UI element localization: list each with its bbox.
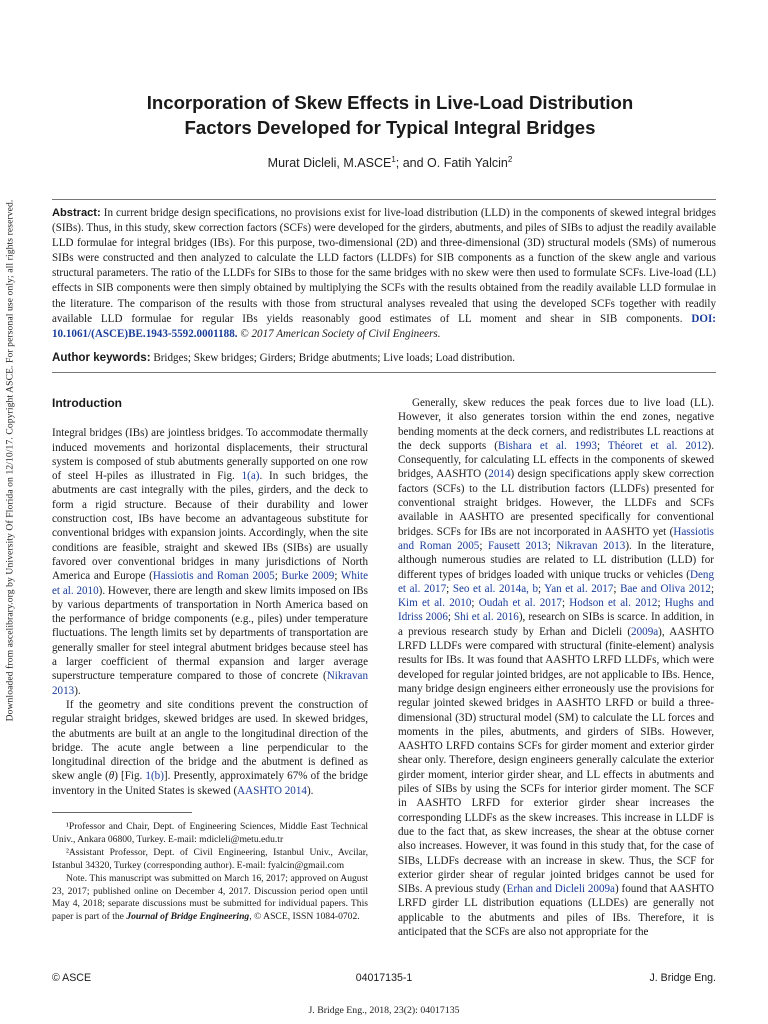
section-heading-introduction: Introduction	[52, 396, 122, 410]
intro-paragraph-2: If the geometry and site conditions prevent the construction of regular straight bridges, skewed bridges are used. In skewed bridges, the abutments are built at an angle to the longitudinal direction of the bridge. The acute angle between a line perpendicular to the longitudinal direction of the bridge and the abutment is defined as skew angle (θ) [Fig. 1(b)]. Presently, approximately 67% of the bridge inventory in the United States is skewed (AASHTO 2014).	[52, 698, 368, 797]
download-notice-text: Downloaded from ascelibrary.org by University Of Florida on 12/10/17. Copyright ASCE. For personal use only; all rights reserved.	[4, 199, 16, 721]
author-list	[40, 155, 740, 170]
title-line-2: Factors Developed for Typical Integral Bridges	[184, 117, 596, 138]
reference-link[interactable]: Kim et al. 2010	[398, 597, 472, 610]
footer-article-number: 04017135-1	[355, 972, 413, 984]
author-1: Murat Dicleli, M.ASCE	[267, 156, 392, 171]
reference-link[interactable]: Shi et al. 2016	[453, 611, 519, 624]
right-column	[398, 396, 714, 939]
footnote-1: ¹Professor and Chair, Dept. of Engineering Sciences, Middle East Technical Univ., Ankara 06800, Turkey. E-mail: mdicleli@metu.edu.tr	[52, 821, 368, 845]
reference-link[interactable]: Deng et al. 2017	[398, 568, 714, 595]
abstract	[52, 206, 716, 342]
reference-link[interactable]: Théoret et al. 2012	[607, 439, 708, 452]
reference-link[interactable]: Hughs and Idriss 2006	[398, 597, 714, 624]
footer-journal: J. Bridge Eng.	[649, 972, 716, 984]
abstract-copyright: © 2017 American Society of Civil Engineers.	[237, 327, 441, 340]
reference-link[interactable]: Oudah et al. 2017	[478, 597, 562, 610]
title-line-1: Incorporation of Skew Effects in Live-Load Distribution	[146, 92, 634, 113]
author-1-affiliation: 1	[391, 155, 396, 164]
keywords-label: Author keywords:	[52, 351, 151, 364]
doi-link[interactable]: DOI: 10.1061/(ASCE)BE.1943-5592.0001188.	[52, 312, 716, 340]
intro-paragraph-1: Integral bridges (IBs) are jointless bridges. To accommodate thermally induced movements and horizontal displacements, their structural system is composed of stub abutments generally supported on one row of steel H-piles as illustrated in Fig. 1(a). In such bridges, the abutments are cast integrally with the piles, girders, and the deck to form a rigid structure. Because of their durability and lower construction cost, IBs have become an advantageous substitute for conventional bridges with expansion joints. Accordingly, when the site conditions are feasible, straight and skewed IBs (SIBs) are usually favored over conventional bridges in many jurisdictions of North America and Europe (Hassiotis and Roman 2005; Burke 2009; White et al. 2010). However, there are length and skew limits imposed on IBs by various departments of transportation in North America based on the performance of bridge components (e.g., piles) under temperature fluctuations. The length limits set by departments of transportation are generally smaller for steel integral abutment bridges because steel has a larger coefficient of thermal expansion and larger average superstructure temperature compared to those of concrete (Nikravan 2013).	[52, 427, 368, 697]
reference-link[interactable]: 2014	[488, 468, 511, 481]
reference-link[interactable]: Nikravan 2013	[52, 670, 368, 697]
reference-link[interactable]: Erhan and Dicleli 2009a	[506, 883, 615, 896]
citation-line: J. Bridge Eng., 2018, 23(2): 04017135	[308, 1005, 460, 1016]
reference-link[interactable]: Hodson et al. 2012	[569, 597, 658, 610]
abstract-top-rule	[52, 199, 716, 200]
reference-link[interactable]: Seo et al. 2014a, b	[452, 582, 539, 595]
footnote-rule	[52, 812, 192, 813]
manuscript-note: Note. This manuscript was submitted on March 16, 2017; approved on August 23, 2017; published online on December 4, 2017. Discussion period open until May 4, 2018; separate discussions must be submitted for individual papers. This paper is part of the Journal of Bridge Engineering, © ASCE, ISSN 1084-0702.	[52, 872, 368, 923]
figure-link[interactable]: 1(a)	[241, 470, 260, 483]
abstract-text: In current bridge design specifications, no provisions exist for live-load distribution (LLD) in the components of skewed integral bridges (SIBs). Thus, in this study, skew correction factors (SCFs) were developed for the girders, abutments, and piles of SIBs to adjust the readily available LLD formulae for integral bridges (IBs). For this purpose, two-dimensional (2D) and three-dimensional (3D) structural models (SMs) of numerous SIBs were constructed and then analyzed to calculate the LLD factors (LLDFs) for SIB components as a function of the skew angle and various structural parameters. The ratio of the LLDFs for SIBs to those for the same bridges with no skew were then used to formulate SCFs. Live-load (LL) effects in SIB components were then simply obtained by multiplying the SCFs with the results obtained from the readily available LLD formulae in the literature. The comparison of the results with those from structural analyses revealed that using the developed SCFs together with readily available LLD formulae for regular IBs yields reasonably good estimates of LL moment and shear in SIB components.	[52, 207, 716, 325]
author-keywords	[52, 350, 716, 366]
abstract-label: Abstract:	[52, 207, 101, 219]
footer-publisher: © ASCE	[52, 972, 92, 984]
reference-link[interactable]: Nikravan 2013	[556, 539, 626, 552]
left-column	[52, 396, 368, 924]
author-2-affiliation: 2	[507, 155, 513, 164]
journal-name: Journal of Bridge Engineering	[126, 911, 250, 923]
reference-link[interactable]: AASHTO 2014	[237, 784, 307, 797]
footnote-2: ²Assistant Professor, Dept. of Civil Engineering, Istanbul Univ., Avcilar, Istanbul 34320, Turkey (corresponding author). E-mail: fyalcin@gmail.com	[52, 846, 368, 871]
download-notice	[0, 199, 20, 721]
figure-link[interactable]: 1(b)	[145, 770, 164, 783]
keywords-text: Bridges; Skew bridges; Girders; Bridge abutments; Live loads; Load distribution.	[150, 352, 516, 364]
abstract-bottom-rule	[52, 372, 716, 373]
theta-symbol: θ	[108, 770, 115, 783]
reference-link[interactable]: Bae and Oliva 2012	[620, 582, 711, 595]
reference-link[interactable]: 2009a	[631, 625, 659, 638]
reference-link[interactable]: White et al. 2010	[52, 570, 368, 597]
reference-link[interactable]: Yan et al. 2017	[544, 582, 614, 595]
intro-paragraph-3: Generally, skew reduces the peak forces due to live load (LL). However, it also generates torsion within the end zones, negative bending moments at the deck corners, and redistributes LL reactions at the deck supports (Bishara et al. 1993; Théoret et al. 2012). Consequently, for calculating LL effects in the components of skewed bridges, AASHTO (2014) design specifications apply skew correction factors (SCFs) to the LL distribution factors (LLDFs) presented for conventional straight bridges. However, the LLDFs and SCFs available in AASHTO are presented specifically for conventional bridges. SCFs for IBs are not incorporated in AASHTO yet (Hassiotis and Roman 2005; Fausett 2013; Nikravan 2013). In the literature, although numerous studies are related to LL distribution (LLD) for different types of bridges loaded with unique trucks or vehicles (Deng et al. 2017; Seo et al. 2014a, b; Yan et al. 2017; Bae and Oliva 2012; Kim et al. 2010; Oudah et al. 2017; Hodson et al. 2012; Hughs and Idriss 2006; Shi et al. 2016), research on SIBs is scarce. In addition, in a previous research study by Erhan and Dicleli (2009a), AASHTO LRFD LLDFs were compared with structural (finite-element) analysis results for IBs. It was found that AASHTO LRFD LLDFs, which were developed for regular jointed bridges, are not applicable to IBs. Hence, many bridge design engineers either erroneously use the provisions for regular jointed skewed bridges in AASHTO LRFD or build a three-dimensional (3D) structural model (SM) to calculate the LL forces and moments in the piles, abutments, and girders of SIBs. However, AASHTO LRFD contains SCFs for girder moment and exterior girder shear only. Therefore, design engineers generally calculate the exterior girder moment, interior girder shear, and LL effects in abutments and piles of SIBs by using the SCFs for interior girder moment. The SCF in AASHTO LRFD for exterior girder shear increases the corresponding LLDFs as the skew increases. This increase in LLDF is due to the fact that, as skew increases, the shear at the obtuse corner also increases. However, it was found in this study that, for the case of SIBs, LLDFs decrease with an increase in skew. Thus, the SCF for exterior girder shear of regular jointed bridges cannot be used for SIBs. A previous study (Erhan and Dicleli 2009a) found that AASHTO LRFD girder LL distribution equations (LLDEs) are generally not applicable to the abutments and piles of IBs. Therefore, it is anticipated that the SCFs are also not appropriate for the	[398, 397, 715, 938]
reference-link[interactable]: Fausett 2013	[487, 539, 548, 552]
reference-link[interactable]: Hassiotis and Roman 2005	[398, 525, 714, 552]
reference-link[interactable]: Burke 2009	[281, 570, 335, 583]
paper-title	[40, 90, 740, 140]
reference-link[interactable]: Hassiotis and Roman 2005	[152, 570, 275, 583]
reference-link[interactable]: Bishara et al. 1993	[497, 439, 597, 452]
author-separator: ; and O. Fatih Yalcin	[395, 156, 508, 171]
